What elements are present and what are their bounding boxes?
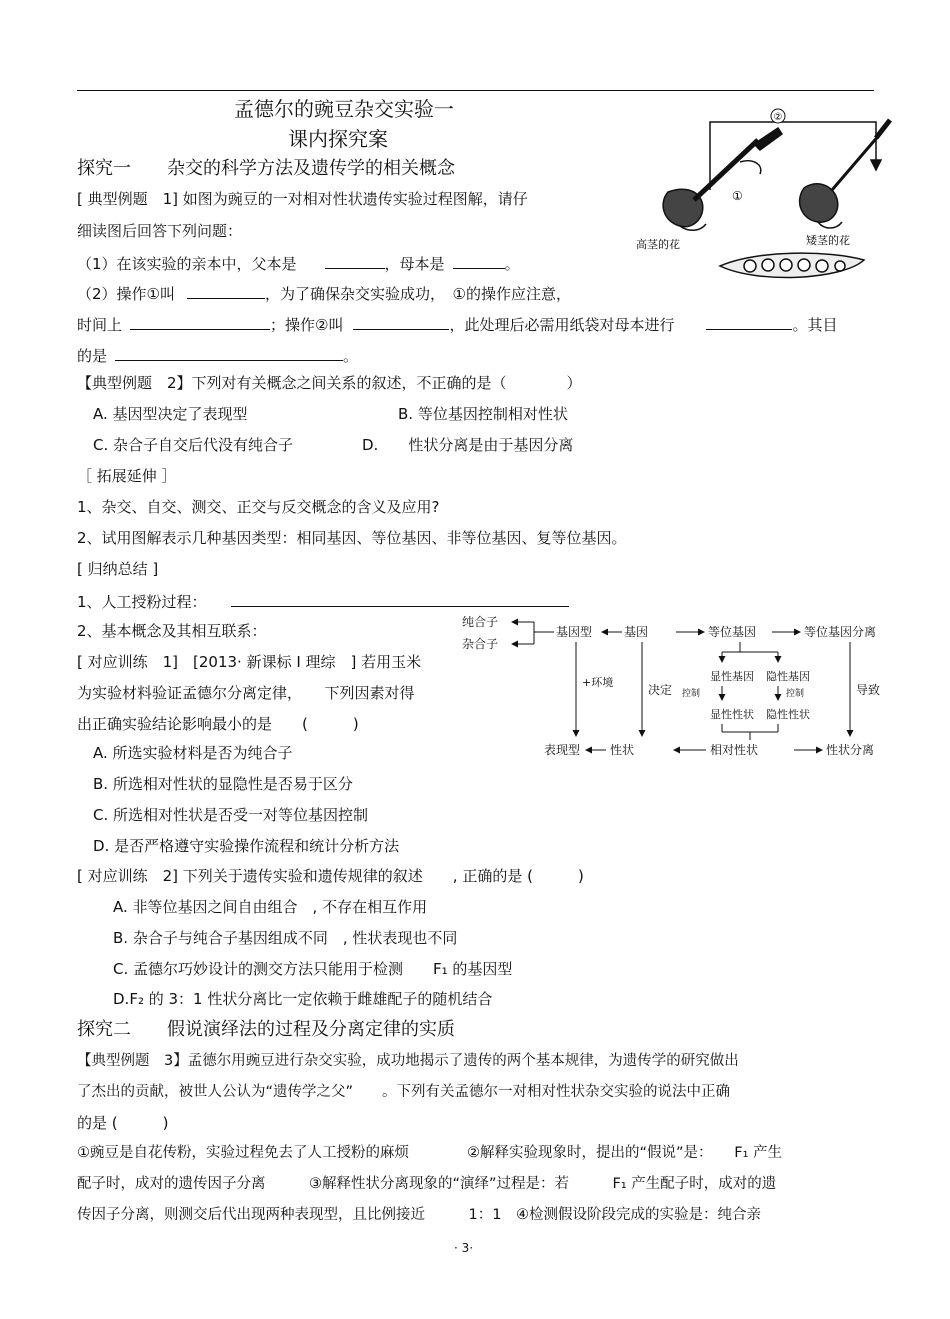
operation-2-arrow-line bbox=[710, 122, 876, 190]
training-1-option-c: C. 所选相对性状是否受一对等位基因控制 bbox=[93, 806, 369, 824]
concept-control-2: 控制 bbox=[786, 689, 805, 699]
training-1-option-d: D. 是否严格遵守实验操作流程和统计分析方法 bbox=[93, 837, 400, 855]
concept-pure: 纯合子 bbox=[462, 615, 499, 629]
question-2-line-3 bbox=[77, 344, 358, 366]
training-2-option-b: B. 杂合子与纯合子基因组成不同 , 性状表现也不同 bbox=[113, 929, 458, 947]
extension-item-2: 2、试用图解表示几种基因类型：相同基因、等位基因、非等位基因、复等位基因。 bbox=[77, 529, 627, 547]
concept-phenotype: 表现型 bbox=[544, 743, 581, 757]
doc-title: 孟德尔的豌豆杂交实验一 bbox=[234, 97, 454, 121]
training-1-line-2: 为实验材料验证孟德尔分离定律， 下列因素对得 bbox=[77, 684, 415, 702]
page-number: · 3· bbox=[454, 1241, 474, 1255]
example-2-option-c: C. 杂合子自交后代没有纯合子 bbox=[93, 436, 294, 454]
question-1-text-a: （1）在该实验的亲本中，父本是 bbox=[77, 255, 297, 273]
section-heading-1: 探究一 杂交的科学方法及遗传学的相关概念 bbox=[77, 158, 455, 179]
blank-operation-2[interactable] bbox=[353, 313, 449, 330]
concept-environment: +环境 bbox=[582, 676, 614, 689]
concept-trait-separation: 性状分离 bbox=[826, 743, 875, 757]
example-3-line-2: 了杰出的贡献，被世人公认为“遗传学之父” 。下列有关孟德尔一对相对性状杂交实验的说法中正确 bbox=[77, 1084, 731, 1100]
blank-timing[interactable] bbox=[130, 313, 270, 330]
training-1-option-a: A. 所选实验材料是否为纯合子 bbox=[93, 744, 293, 762]
summary-item-1 bbox=[77, 590, 569, 612]
example-3-line-5: 配子时，成对的遗传因子分离 ③解释性状分离现象的“演绎”过程是：若 F₁ 产生配子时，成对的遗 bbox=[77, 1176, 777, 1192]
blank-purpose[interactable] bbox=[115, 344, 343, 361]
concept-dominant-trait: 显性性状 bbox=[710, 708, 754, 721]
blank-bagging[interactable] bbox=[706, 313, 792, 330]
concept-recessive-trait: 隐性性状 bbox=[766, 708, 810, 721]
concept-trait: 性状 bbox=[610, 743, 635, 757]
example-1-line-1: [ 典型例题 1] 如图为豌豆的一对相对性状遗传实验过程图解，请仔 bbox=[77, 190, 528, 208]
question-2-text-h: 。 bbox=[343, 347, 359, 365]
training-2-option-d: D.F₂ 的 3：1 性状分离比一定依赖于雌雄配子的随机结合 bbox=[113, 990, 493, 1008]
operation-1-label: ① bbox=[732, 189, 743, 203]
training-2: [ 对应训练 2] 下列关于遗传实验和遗传规律的叙述 , 正确的是 ( ) bbox=[77, 867, 584, 885]
question-2-text-c: 时间上 bbox=[77, 316, 123, 334]
blank-pollination-process[interactable] bbox=[231, 590, 569, 607]
example-2: 【典型例题 2】下列对有关概念之间关系的叙述，不正确的是（ ） bbox=[77, 374, 582, 392]
top-rule bbox=[77, 90, 874, 91]
example-3-line-3: 的是 ( ) bbox=[77, 1114, 169, 1132]
summary-heading: [ 归纳总结 ] bbox=[77, 560, 159, 578]
example-3-line-6: 传因子分离，则测交后代出现两种表现型，且比例接近 1：1 ④检测假设阶段完成的实验是：纯合亲 bbox=[77, 1207, 761, 1223]
question-2-text-f: 。其目 bbox=[792, 316, 838, 334]
concept-hetero: 杂合子 bbox=[462, 637, 499, 651]
question-2-text-d: ；操作②叫 bbox=[270, 316, 344, 334]
question-1-text-c: 。 bbox=[504, 255, 520, 273]
example-1-line-2: 细读图后回答下列问题： bbox=[77, 222, 243, 240]
example-2-option-d: D. 性状分离是由于基因分离 bbox=[362, 436, 574, 454]
summary-item-2: 2、基本概念及其相互联系： bbox=[77, 622, 267, 640]
extension-heading: ［ 拓展延伸 ］ bbox=[77, 467, 177, 485]
blank-operation-1[interactable] bbox=[187, 282, 265, 299]
question-2-text-g: 的是 bbox=[77, 347, 108, 365]
example-2-option-a: A. 基因型决定了表现型 bbox=[93, 405, 248, 423]
training-1-line-1: [ 对应训练 1] [2013· 新课标 I 理综 ] 若用玉米 bbox=[77, 653, 422, 671]
extension-item-1: 1、杂交、自交、测交、正交与反交概念的含义及应用? bbox=[77, 498, 440, 516]
concept-lead: 导致 bbox=[856, 683, 881, 697]
concept-genotype: 基因型 bbox=[556, 625, 593, 639]
training-2-option-a: A. 非等位基因之间自由组合 , 不存在相互作用 bbox=[113, 898, 428, 916]
dwarf-flower-label: 矮茎的花 bbox=[806, 234, 850, 247]
concept-relative-trait: 相对性状 bbox=[710, 743, 759, 757]
example-3-line-1: 【典型例题 3】孟德尔用豌豆进行杂交实验，成功地揭示了遗传的两个基本规律，为遗传学的研究做出 bbox=[77, 1053, 739, 1069]
blank-father[interactable] bbox=[325, 252, 385, 269]
concept-dominant-gene: 显性基因 bbox=[710, 670, 754, 683]
pea-pollination-figure bbox=[628, 104, 898, 290]
concept-allele: 等位基因 bbox=[708, 625, 757, 639]
operation-2-arrowhead bbox=[871, 160, 881, 170]
tall-flower-label: 高茎的花 bbox=[636, 238, 680, 251]
concept-map bbox=[460, 612, 900, 764]
question-1 bbox=[77, 252, 520, 274]
concept-recessive-gene: 隐性基因 bbox=[766, 670, 810, 683]
forceps-left bbox=[694, 140, 758, 200]
blank-mother[interactable] bbox=[453, 252, 505, 269]
example-2-option-b: B. 等位基因控制相对性状 bbox=[398, 405, 568, 423]
question-2-line-1 bbox=[77, 282, 571, 304]
operation-2-label: ② bbox=[773, 112, 783, 123]
concept-control-1: 控制 bbox=[682, 689, 701, 699]
concept-gene: 基因 bbox=[624, 625, 649, 639]
training-1-option-b: B. 所选相对性状的显隐性是否易于区分 bbox=[93, 775, 353, 793]
question-2-line-2 bbox=[77, 313, 838, 335]
training-2-option-c: C. 孟德尔巧妙设计的测交方法只能用于检测 F₁ 的基因型 bbox=[113, 960, 513, 978]
concept-allele-separation: 等位基因分离 bbox=[804, 625, 877, 639]
question-2-text-b: ，为了确保杂交实验成功， ①的操作应注意， bbox=[265, 285, 571, 303]
doc-subtitle: 课内探究案 bbox=[288, 127, 388, 151]
question-2-text-a: （2）操作①叫 bbox=[77, 285, 175, 303]
concept-decide: 决定 bbox=[648, 683, 673, 697]
training-1-line-3: 出正确实验结论影响最小的是 ( ) bbox=[77, 715, 359, 733]
section-heading-2: 探究二 假说演绎法的过程及分离定律的实质 bbox=[77, 1019, 455, 1040]
example-3-line-4: ①豌豆是自花传粉，实验过程免去了人工授粉的麻烦 ②解释实验现象时，提出的“假说”是： F₁ 产生 bbox=[77, 1145, 783, 1161]
question-2-text-e: ，此处理后必需用纸袋对母本进行 bbox=[449, 316, 675, 334]
question-1-text-b: ，母本是 bbox=[384, 255, 445, 273]
summary-item-1-text: 1、人工授粉过程： bbox=[77, 593, 207, 611]
